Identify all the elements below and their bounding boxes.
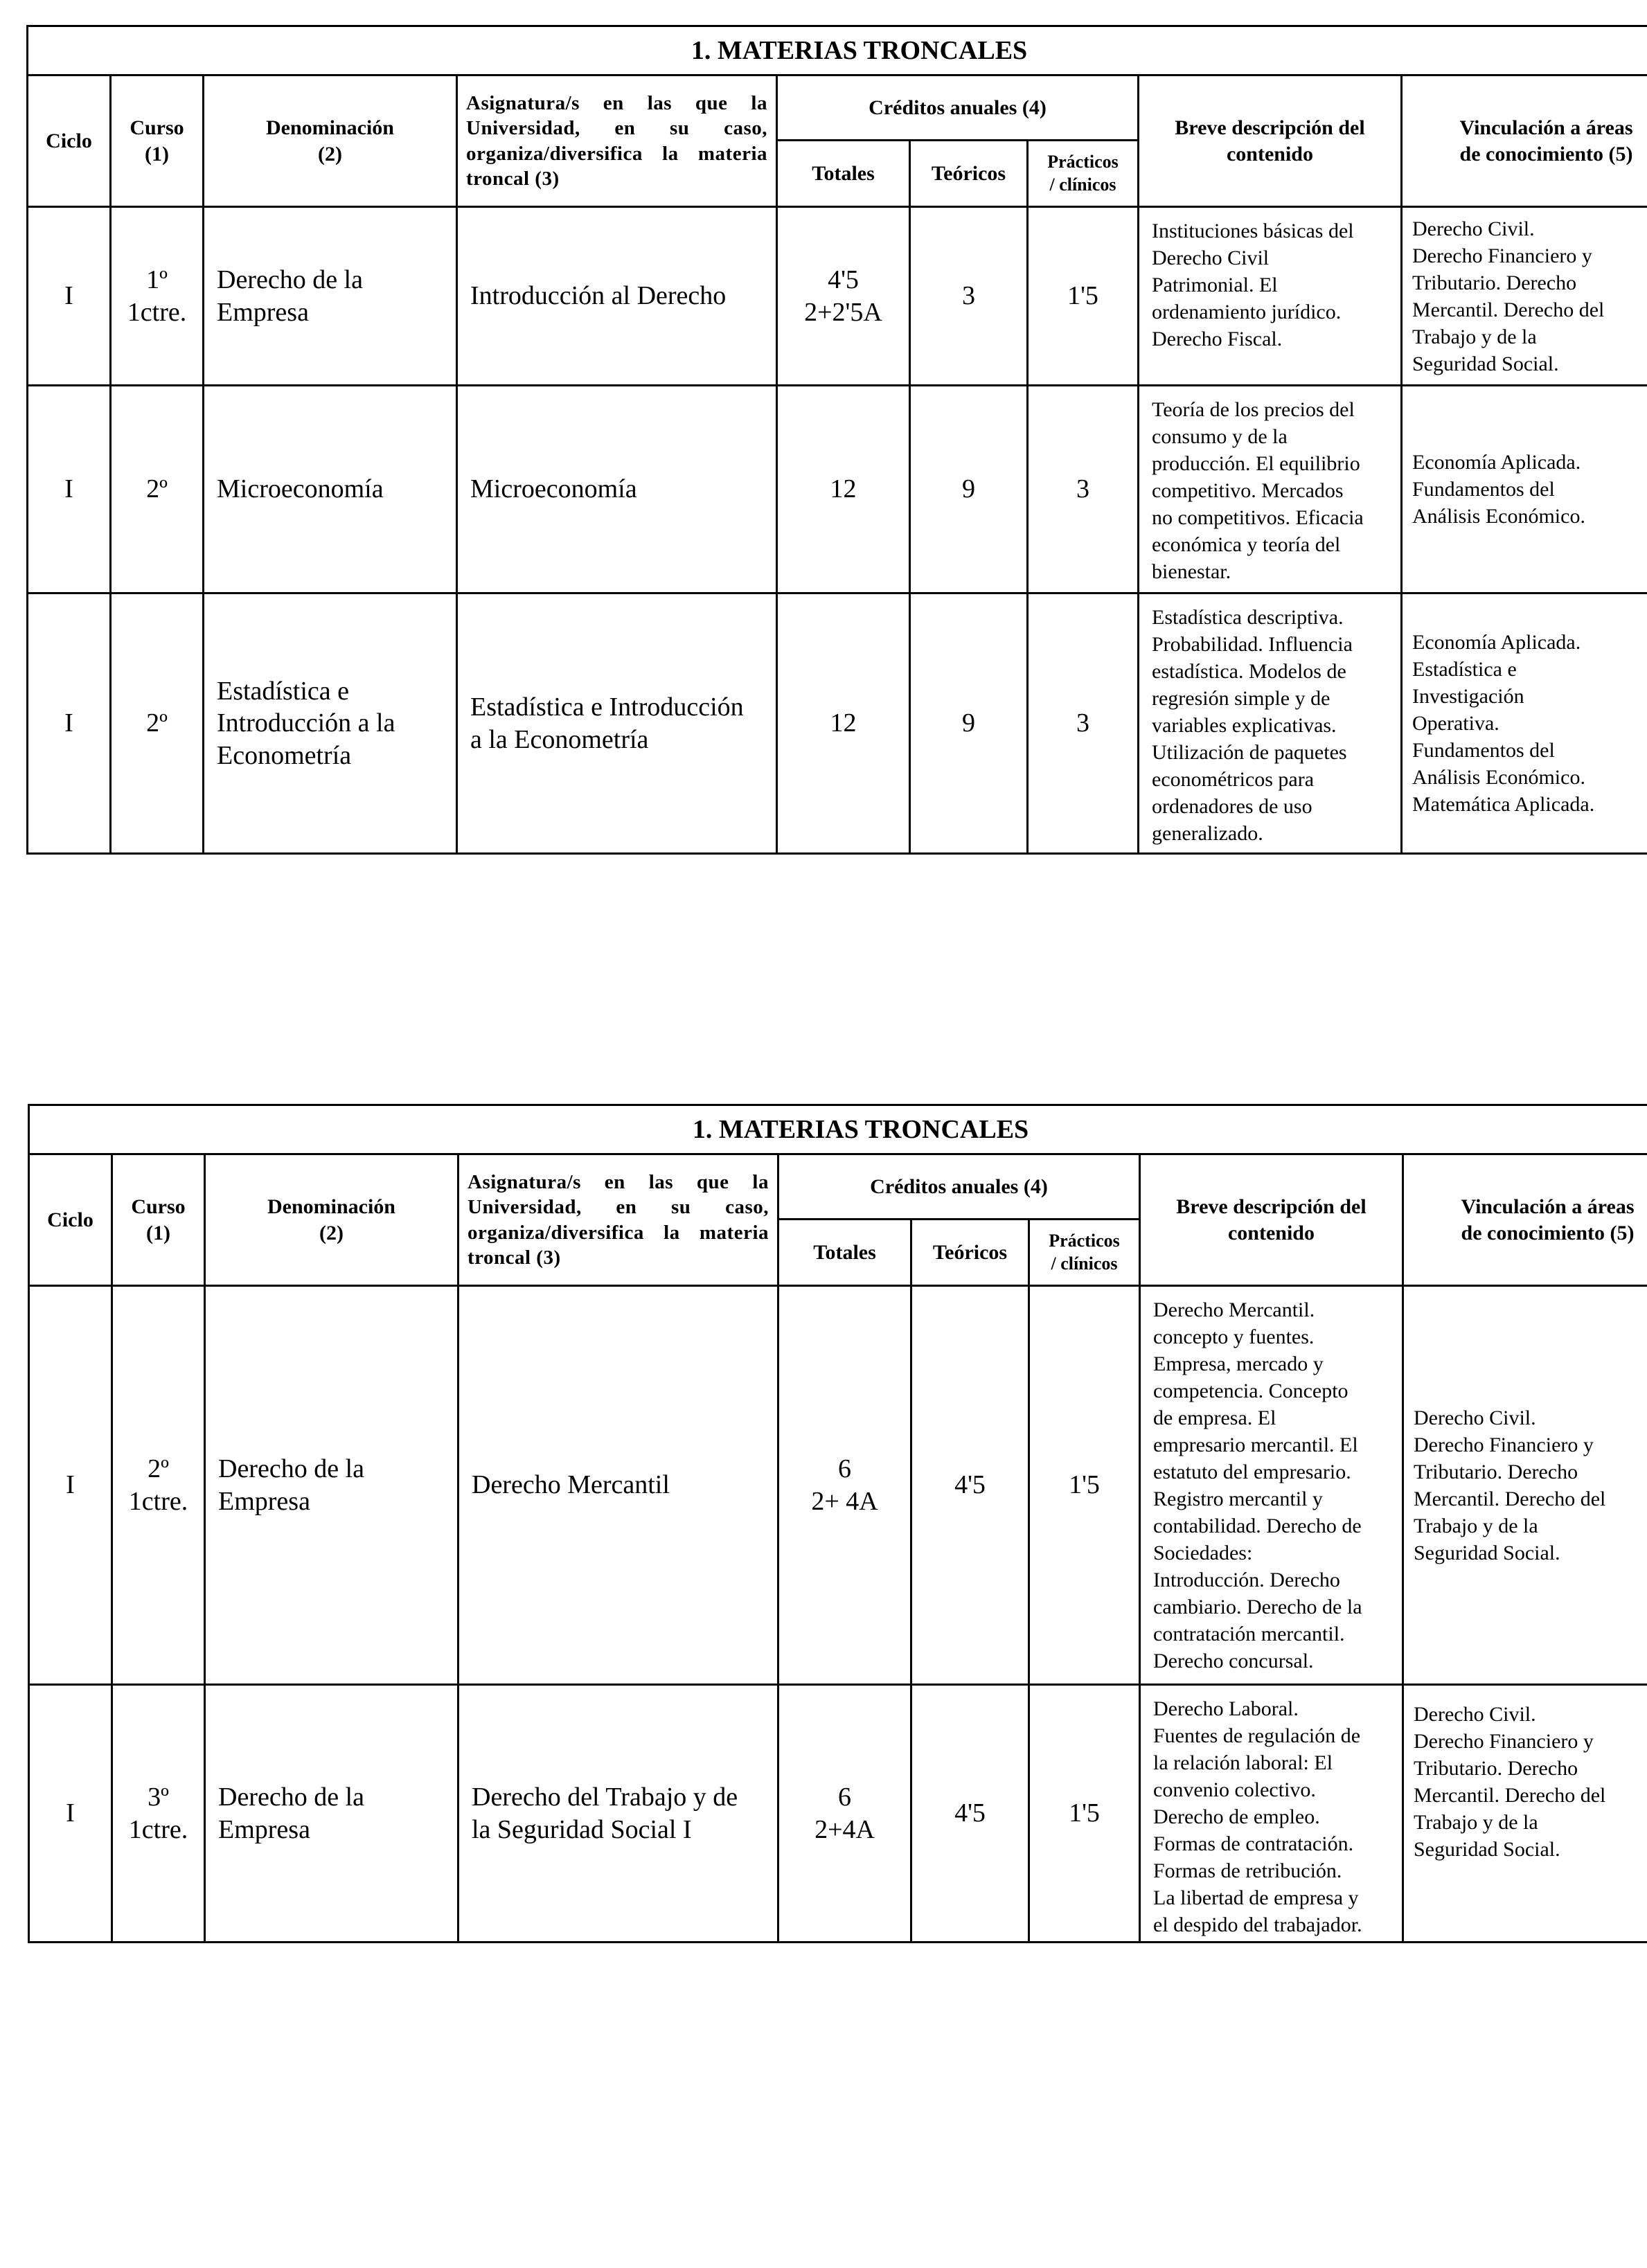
col-header-asignatura: Asignatura/s en las que la Universidad, en su caso, organiza/diversifica la materia troncal (3) — [457, 75, 777, 207]
cell-practicos: 1'5 — [1029, 1286, 1140, 1685]
col-header-denominacion: Denominación (2) — [205, 1154, 459, 1286]
table-title: 1. MATERIAS TRONCALES — [29, 1105, 1647, 1154]
col-header-teoricos: Teóricos — [910, 141, 1028, 207]
cell-practicos: 3 — [1028, 593, 1139, 854]
cell-curso: 2º — [111, 593, 204, 854]
col-header-practicos: Prácticos / clínicos — [1029, 1220, 1140, 1286]
cell-vinculacion: Derecho Civil. Derecho Financiero y Tributario. Derecho Mercantil. Derecho del Trabajo y de la Seguridad Social. — [1403, 1685, 1647, 1943]
cell-vinculacion: Economía Aplicada. Fundamentos del Análisis Económico. — [1402, 386, 1647, 593]
cell-asignatura: Estadística e Introducción a la Econometría — [457, 593, 777, 854]
table-row — [28, 207, 1647, 386]
cell-practicos: 3 — [1028, 386, 1139, 593]
cell-curso: 3º 1ctre. — [112, 1685, 205, 1943]
cell-descripcion: Derecho Laboral. Fuentes de regulación de la relación laboral: El convenio colectivo. Derecho de empleo. Formas de contratación. Formas de retribución. La libertad de empresa y el despido del trabajador. — [1140, 1685, 1403, 1943]
cell-totales: 12 — [777, 593, 910, 854]
table-row — [28, 386, 1647, 593]
cell-curso: 2º — [111, 386, 204, 593]
cell-ciclo: I — [28, 207, 111, 386]
materias-troncales-table-2 — [28, 1104, 1647, 1943]
cell-vinculacion: Derecho Civil. Derecho Financiero y Tributario. Derecho Mercantil. Derecho del Trabajo y de la Seguridad Social. — [1403, 1286, 1647, 1685]
col-header-denominacion: Denominación (2) — [204, 75, 457, 207]
col-header-descripcion: Breve descripción del contenido — [1140, 1154, 1403, 1286]
cell-denominacion: Derecho de la Empresa — [205, 1685, 459, 1943]
cell-teoricos: 4'5 — [911, 1286, 1029, 1685]
table-title: 1. MATERIAS TRONCALES — [28, 26, 1647, 75]
col-header-creditos: Créditos anuales (4) — [777, 75, 1139, 141]
table-row — [29, 1685, 1647, 1943]
cell-curso: 2º 1ctre. — [112, 1286, 205, 1685]
col-header-teoricos: Teóricos — [911, 1220, 1029, 1286]
cell-practicos: 1'5 — [1028, 207, 1139, 386]
cell-teoricos: 3 — [910, 207, 1028, 386]
cell-descripcion: Derecho Mercantil. concepto y fuentes. Empresa, mercado y competencia. Concepto de empresa. El empresario mercantil. El estatuto del empresario. Registro mercantil y contabilidad. Derecho de Sociedades: Introducción. Derecho cambiario. Derecho de la contratación mercantil. Derecho concursal. — [1140, 1286, 1403, 1685]
cell-asignatura: Introducción al Derecho — [457, 207, 777, 386]
col-header-ciclo: Ciclo — [28, 75, 111, 207]
col-header-totales: Totales — [777, 141, 910, 207]
cell-totales: 12 — [777, 386, 910, 593]
cell-vinculacion: Economía Aplicada. Estadística e Investigación Operativa. Fundamentos del Análisis Económico. Matemática Aplicada. — [1402, 593, 1647, 854]
table-row — [29, 1286, 1647, 1685]
cell-totales: 6 2+4A — [778, 1685, 911, 1943]
cell-denominacion: Derecho de la Empresa — [205, 1286, 459, 1685]
col-header-totales: Totales — [778, 1220, 911, 1286]
cell-ciclo: I — [28, 593, 111, 854]
cell-ciclo: I — [29, 1685, 112, 1943]
table-row — [28, 593, 1647, 854]
cell-vinculacion: Derecho Civil. Derecho Financiero y Tributario. Derecho Mercantil. Derecho del Trabajo y de la Seguridad Social. — [1402, 207, 1647, 386]
col-header-practicos: Prácticos / clínicos — [1028, 141, 1139, 207]
cell-descripcion: Estadística descriptiva. Probabilidad. Influencia estadística. Modelos de regresión simple y de variables explicativas. Utilización de paquetes econométricos para ordenadores de uso generalizado. — [1139, 593, 1402, 854]
col-header-descripcion: Breve descripción del contenido — [1139, 75, 1402, 207]
cell-teoricos: 9 — [910, 386, 1028, 593]
cell-asignatura: Derecho Mercantil — [459, 1286, 778, 1685]
cell-ciclo: I — [28, 386, 111, 593]
cell-practicos: 1'5 — [1029, 1685, 1140, 1943]
cell-denominacion: Derecho de la Empresa — [204, 207, 457, 386]
cell-teoricos: 4'5 — [911, 1685, 1029, 1943]
cell-descripcion: Teoría de los precios del consumo y de la producción. El equilibrio competitivo. Mercados no competitivos. Eficacia económica y teoría del bienestar. — [1139, 386, 1402, 593]
col-header-vinculacion: Vinculación a áreas de conocimiento (5) — [1403, 1154, 1647, 1286]
col-header-curso: Curso (1) — [111, 75, 204, 207]
col-header-vinculacion: Vinculación a áreas de conocimiento (5) — [1402, 75, 1647, 207]
cell-totales: 6 2+ 4A — [778, 1286, 911, 1685]
cell-descripcion: Instituciones básicas del Derecho Civil Patrimonial. El ordenamiento jurídico. Derecho Fiscal. — [1139, 207, 1402, 386]
cell-ciclo: I — [29, 1286, 112, 1685]
materias-troncales-table-1 — [26, 25, 1647, 855]
col-header-creditos: Créditos anuales (4) — [778, 1154, 1140, 1220]
cell-curso: 1º 1ctre. — [111, 207, 204, 386]
col-header-ciclo: Ciclo — [29, 1154, 112, 1286]
cell-denominacion: Microeconomía — [204, 386, 457, 593]
cell-asignatura: Microeconomía — [457, 386, 777, 593]
cell-teoricos: 9 — [910, 593, 1028, 854]
cell-totales: 4'5 2+2'5A — [777, 207, 910, 386]
col-header-curso: Curso (1) — [112, 1154, 205, 1286]
cell-denominacion: Estadística e Introducción a la Econometría — [204, 593, 457, 854]
cell-asignatura: Derecho del Trabajo y de la Seguridad Social I — [459, 1685, 778, 1943]
col-header-asignatura: Asignatura/s en las que la Universidad, en su caso, organiza/diversifica la materia troncal (3) — [459, 1154, 778, 1286]
